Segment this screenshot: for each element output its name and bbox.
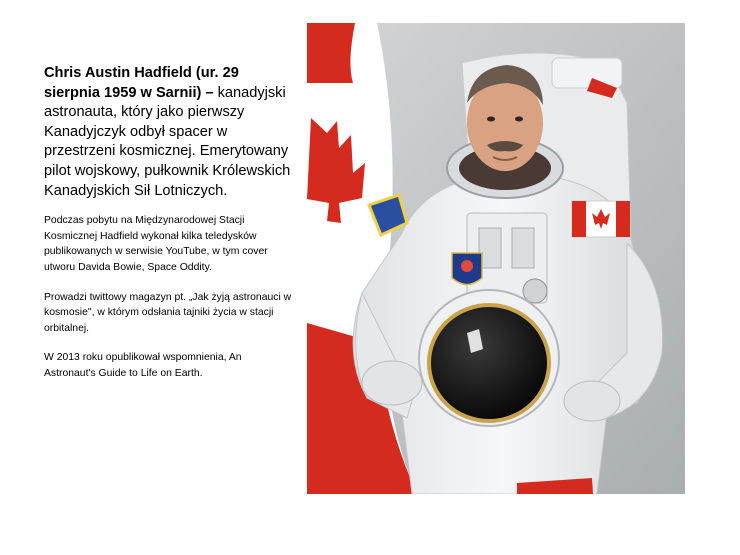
astronaut-photo [307, 23, 685, 494]
helmet-icon [419, 290, 559, 426]
astronaut-face-icon [467, 65, 543, 171]
flag-patch-icon [572, 201, 630, 237]
paragraph-twitter: Prowadzi twittowy magazyn pt. „Jak żyją astronauci w kosmosie", w którym odsłania tajniki życia w stacji orbitalnej. [44, 291, 292, 334]
lead-bold-text: Chris Austin Hadfield (ur. 29 sierpnia 1959 w Sarnii) – [44, 65, 239, 101]
paragraph-memoir: W 2013 roku opublikował wspomnienia, An Astronaut's Guide to Life on Earth. [44, 352, 242, 379]
lead-body-text: kanadyjski astronauta, który jako pierwszy Kanadyjczyk odbył spacer w przestrzeni kosmicznej. Emerytowany pilot wojskowy, pułkownik Królewskich Kanadyjskich Sił Lotniczych. [44, 84, 291, 199]
paragraph-youtube: Podczas pobytu na Międzynarodowej Stacji Kosmicznej Hadfield wykonał kilka teledysków publikowanych w serwisie YouTube, w tym cover utworu Davida Bowie, Space Oddity. [44, 215, 268, 273]
lead-paragraph [44, 64, 294, 201]
mission-patch-icon [452, 253, 482, 285]
text-column [44, 64, 294, 396]
